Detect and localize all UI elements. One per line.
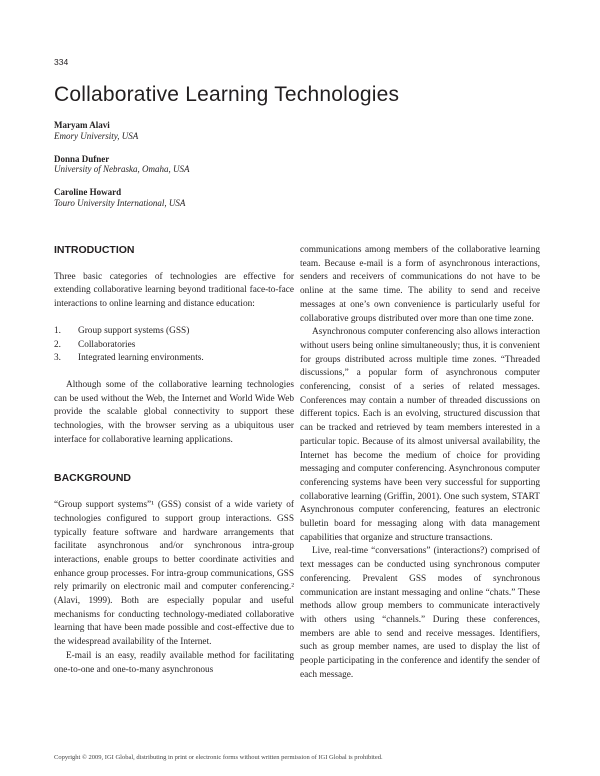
introduction-paragraph: Although some of the collaborative learning technologies can be used without the Web, the Internet and World Wide Web provide the scalable global connectivity to support these technologies, with the browser serving as a ubiquitous user interface for collaborative learning applications.: [54, 379, 294, 445]
author-affiliation: Touro University International, USA: [54, 197, 186, 208]
left-column: [54, 244, 294, 677]
author-name: Caroline Howard: [54, 187, 122, 198]
author-name: Donna Dufner: [54, 153, 110, 164]
list-text: Collaboratories: [78, 339, 136, 350]
background-heading: BACKGROUND: [54, 472, 131, 485]
list-item: [54, 339, 294, 353]
background-paragraph: “Group support systems”¹ (GSS) consist of a wide variety of technologies configured to support group interactions. GSS typically feature software and hardware arrangements that facilitate asynchronous and/or synchronous intra-group interactions, enable groups to better coordinate activities and enhance group processes. For intra-group communications, GSS rely primarily on electronic mail and computer conferencing.² (Alavi, 1999). Both are especially popular and useful mechanisms for conducting technology-mediated collaborative learning that have been made possible and cost-effective due to the widespread availability of the Internet.: [54, 500, 294, 648]
list-text: Integrated learning environments.: [78, 353, 204, 364]
article-title: Collaborative Learning Technologies: [54, 83, 400, 106]
page-number: 334: [54, 57, 69, 67]
list-number: 3.: [54, 353, 61, 364]
author-block: [54, 120, 354, 142]
introduction-heading: INTRODUCTION: [54, 244, 135, 256]
author-affiliation: University of Nebraska, Omaha, USA: [54, 164, 190, 175]
technology-list: [54, 325, 294, 366]
list-number: 1.: [54, 325, 61, 336]
author-list: [54, 120, 354, 221]
author-affiliation: Emory University, USA: [54, 130, 139, 141]
body-paragraph: Asynchronous computer conferencing also allows interaction without users being online simultaneously; thus, it is convenient for groups distributed across multiple time zones. “Threaded discussions,” a popular form of asynchronous computer conferencing, consist of a series of related messages. Conferences may contain a number of threaded discussions on different topics. Each is an evolving, structured discussion that can be tracked and retrieved by team members interested in a particular topic. Because of its almost universal availability, the Internet has become the medium of choice for providing messaging and computer conferencing. Asynchronous computer conferencing systems have been very successful for supporting collaborative learning (Griffin, 2001). One such system, START Asynchronous computer conferencing, features an electronic bulletin board for messaging along with data management capabilities that organize and structure transactions.: [300, 327, 540, 543]
list-text: Group support systems (GSS): [78, 325, 190, 336]
background-paragraph: E-mail is an easy, readily available method for facilitating one-to-one and one-to-many asynchronous: [54, 650, 294, 675]
copyright-footer: Copyright © 2009, IGI Global, distributing in print or electronic forms without written permission of IGI Global is prohibited.: [54, 754, 383, 761]
list-number: 2.: [54, 339, 61, 350]
introduction-paragraph: Three basic categories of technologies are effective for extending collaborative learning beyond traditional face-to-face interactions to online learning and distance education:: [54, 271, 294, 310]
right-column: [300, 244, 540, 683]
body-paragraph: Live, real-time “conversations” (interactions?) comprised of text messages can be conducted using synchronous computer conferencing. Prevalent GSS modes of synchronous communication are instant messaging and online “chats.” These methods allow group members to communicate interactively with others using “channels.” During these conferences, members are able to send and receive messages. Identifiers, such as group member names, are used to display the list of people participating in the conference and identify the sender of each message.: [300, 546, 540, 680]
list-item: [54, 352, 294, 366]
author-block: [54, 187, 354, 209]
list-item: [54, 325, 294, 339]
author-name: Maryam Alavi: [54, 120, 110, 130]
author-block: [54, 154, 354, 176]
body-paragraph: communications among members of the collaborative learning team. Because e-mail is a form of asynchronous interactions, senders and receivers of communications do not have to be online at the same time. The ability to send and receive messages at one’s own convenience is particularly useful for collaborative groups distributed over more than one time zone.: [300, 245, 540, 324]
